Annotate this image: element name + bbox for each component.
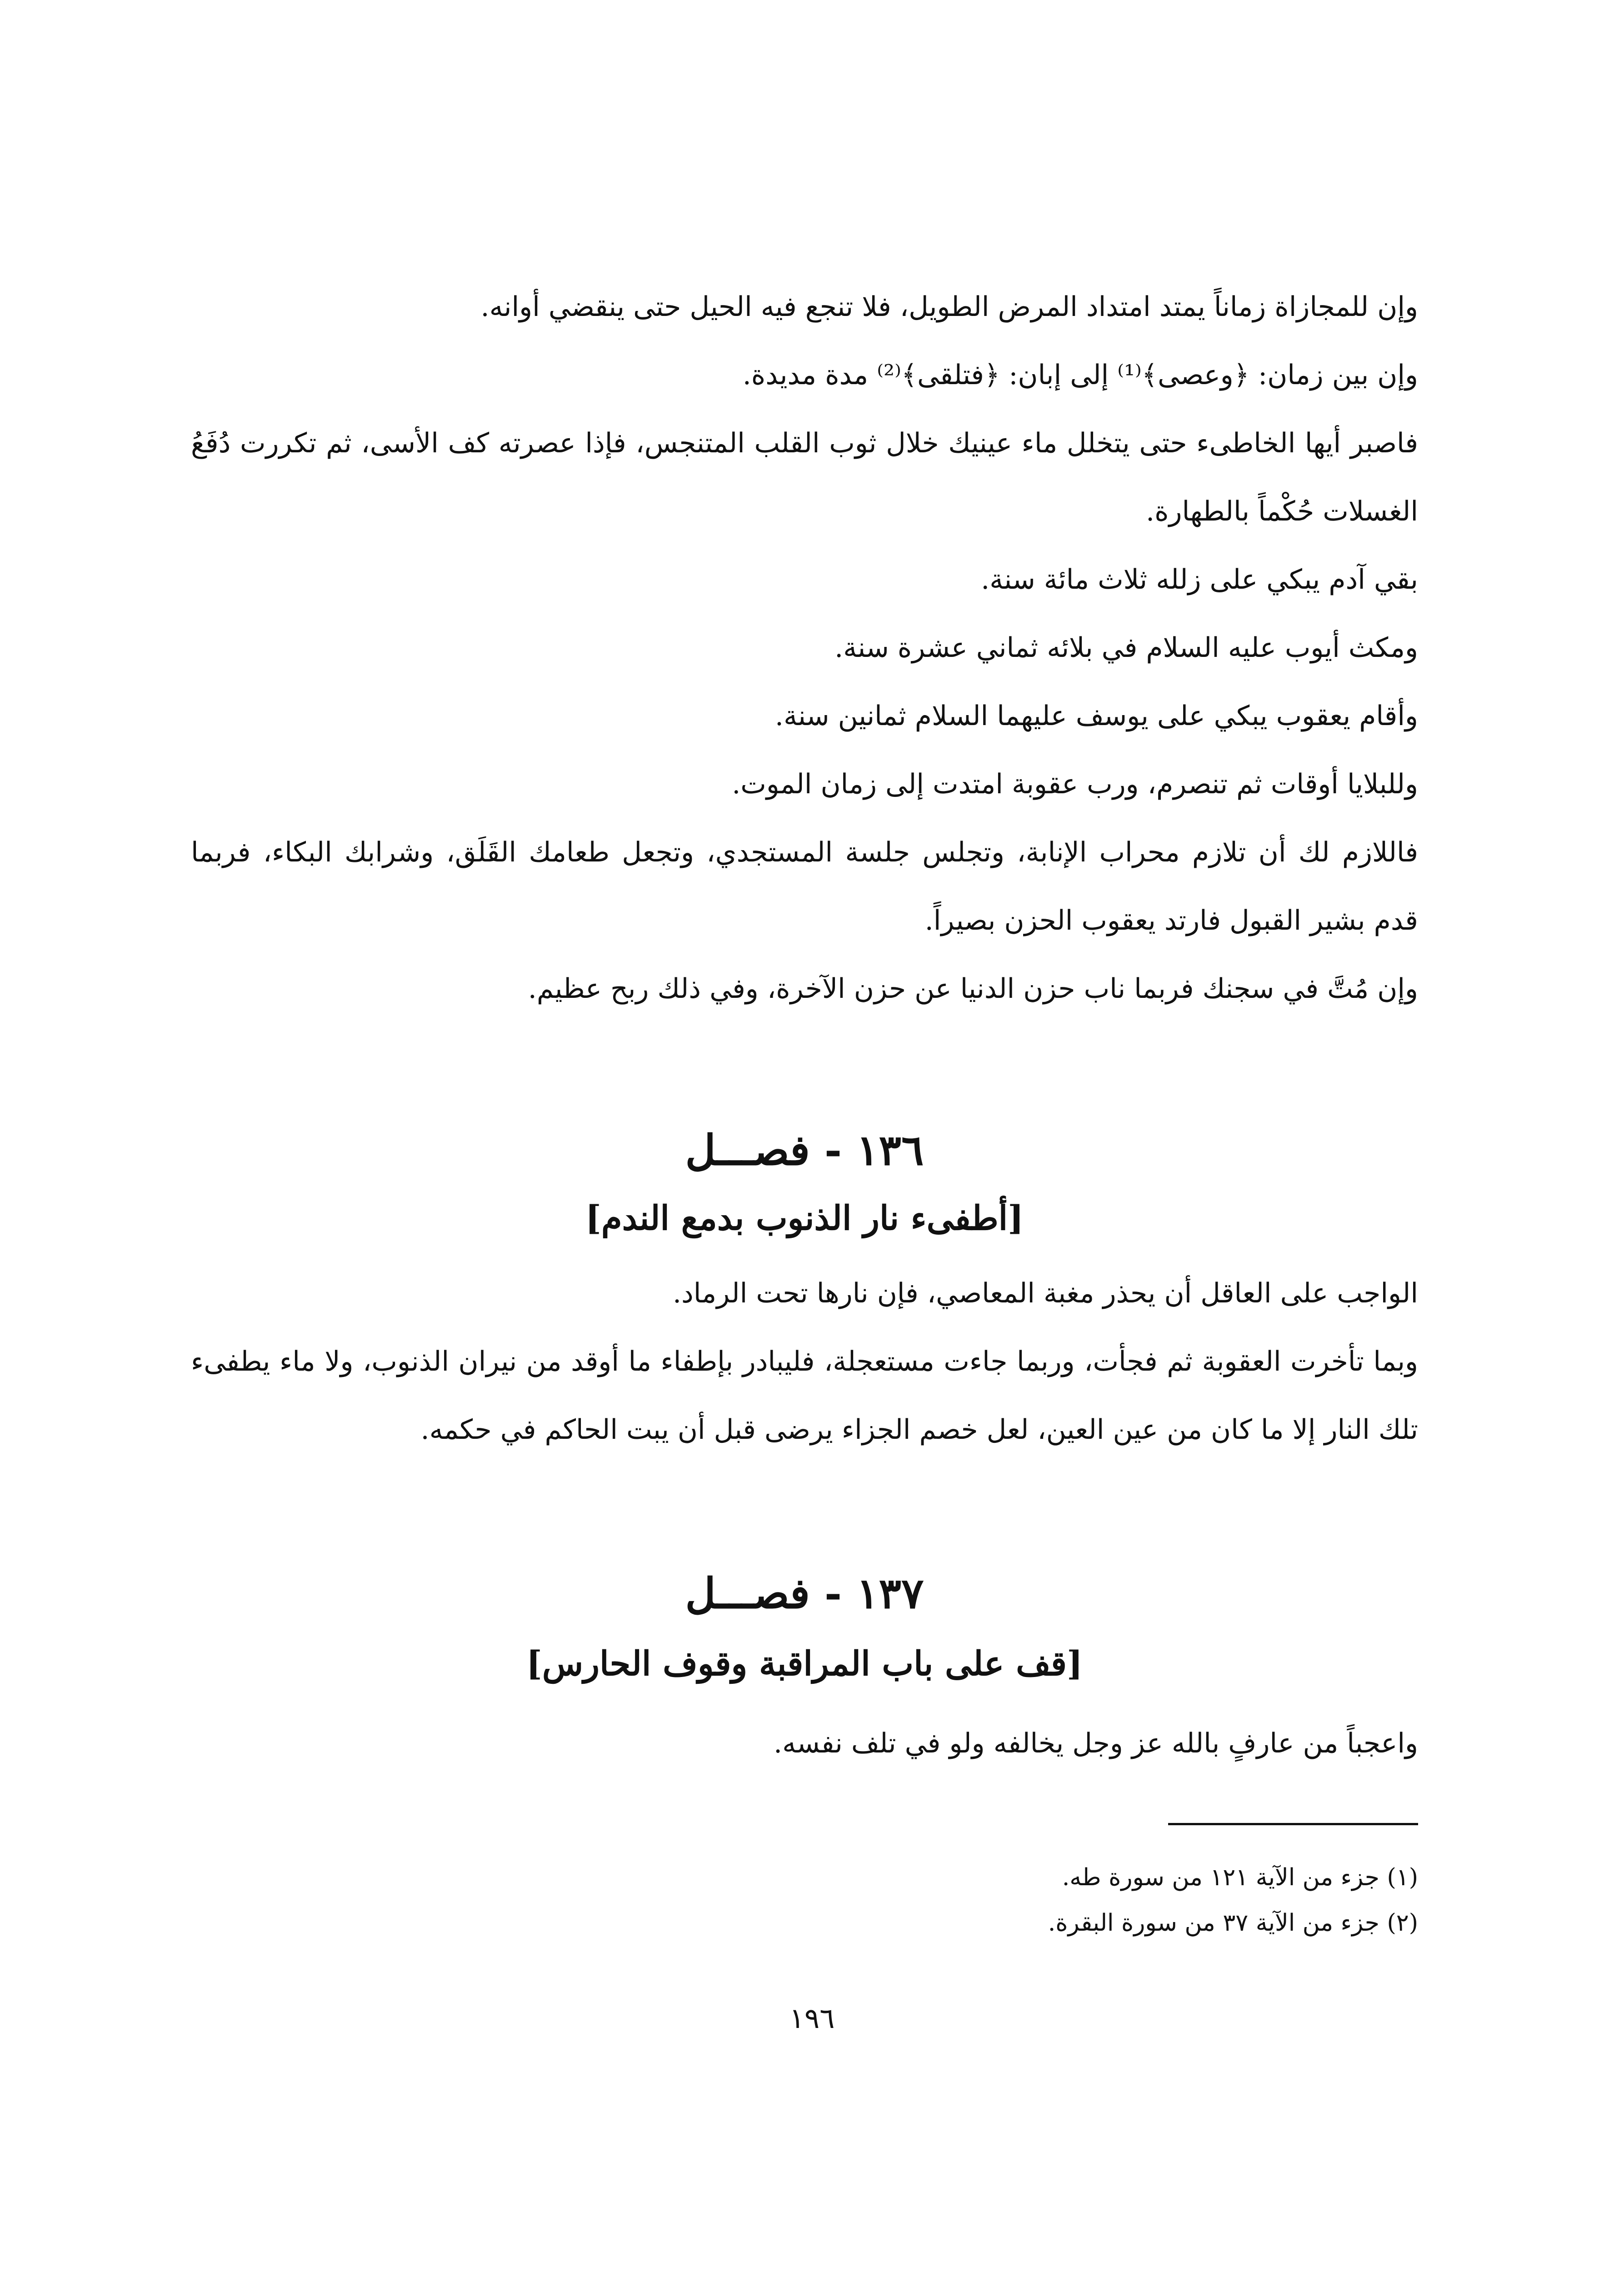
- section-136-heading: ١٣٦ - فصـــل: [685, 1126, 924, 1175]
- paragraph: فاصبر أيها الخاطىء حتى يتخلل ماء عينيك خلال ثوب القلب المتنجس، فإذا عصرته كف الأسى، ثم تكررت دُفَعُ الغسلات حُكْماً بالطهارة.: [191, 427, 1418, 527]
- paragraph: وبما تأخرت العقوبة ثم فجأت، وربما جاءت مستعجلة، فليبادر بإطفاء ما أوقد من نيران الذنوب، ولا ماء يطفىء تلك النار إلا ما كان من عين العين، لعل خصم الجزاء يرضى قبل أن يبت الحاكم في حكمه.: [191, 1346, 1418, 1446]
- paragraph: وإن مُتَّ في سجنك فربما ناب حزن الدنيا عن حزن الآخرة، وفي ذلك ربح عظيم.: [528, 973, 1418, 1005]
- section-136-body: [191, 1259, 1418, 1464]
- paragraph: الواجب على العاقل أن يحذر مغبة المعاصي، فإن نارها تحت الرماد.: [672, 1277, 1418, 1309]
- footnote-divider: [1168, 1823, 1418, 1825]
- paragraph: فاللازم لك أن تلازم محراب الإنابة، وتجلس جلسة المستجدي، وتجعل طعامك القَلَق، وشرابك البكاء، فربما قدم بشير القبول فارتد يعقوب الحزن بصيراً.: [191, 836, 1418, 936]
- page-number: ١٩٦: [789, 2002, 835, 2035]
- footnotes: [191, 1855, 1418, 1946]
- footnote: (١) جزء من الآية ١٢١ من سورة طه.: [1062, 1864, 1418, 1891]
- section-137-heading: ١٣٧ - فصـــل: [685, 1569, 924, 1618]
- section-137-title: [قف على باب المراقبة وقوف الحارس]: [526, 1644, 1083, 1683]
- paragraph: وإن بين زمان: ﴿وعصى﴾⁽¹⁾ إلى إبان: ﴿فتلقى﴾⁽²⁾ مدة مديدة.: [742, 359, 1418, 391]
- paragraph: وللبلايا أوقات ثم تنصرم، ورب عقوبة امتدت إلى زمان الموت.: [732, 768, 1418, 800]
- paragraph: وإن للمجازاة زماناً يمتد امتداد المرض الطويل، فلا تنجع فيه الحيل حتى ينقضي أوانه.: [480, 291, 1418, 323]
- footnote: (٢) جزء من الآية ٣٧ من سورة البقرة.: [1048, 1909, 1418, 1937]
- paragraph: وأقام يعقوب يبكي على يوسف عليهما السلام ثمانين سنة.: [775, 700, 1418, 732]
- section-137-body: [191, 1709, 1418, 1777]
- paragraph: ومكث أيوب عليه السلام في بلائه ثماني عشرة سنة.: [834, 632, 1418, 664]
- section-136-title: [أطفىء نار الذنوب بدمع الندم]: [585, 1199, 1024, 1238]
- opening-paragraphs: [191, 273, 1418, 1023]
- paragraph: واعجباً من عارفٍ بالله عز وجل يخالفه ولو في تلف نفسه.: [774, 1727, 1418, 1759]
- paragraph: بقي آدم يبكي على زلله ثلاث مائة سنة.: [981, 564, 1418, 596]
